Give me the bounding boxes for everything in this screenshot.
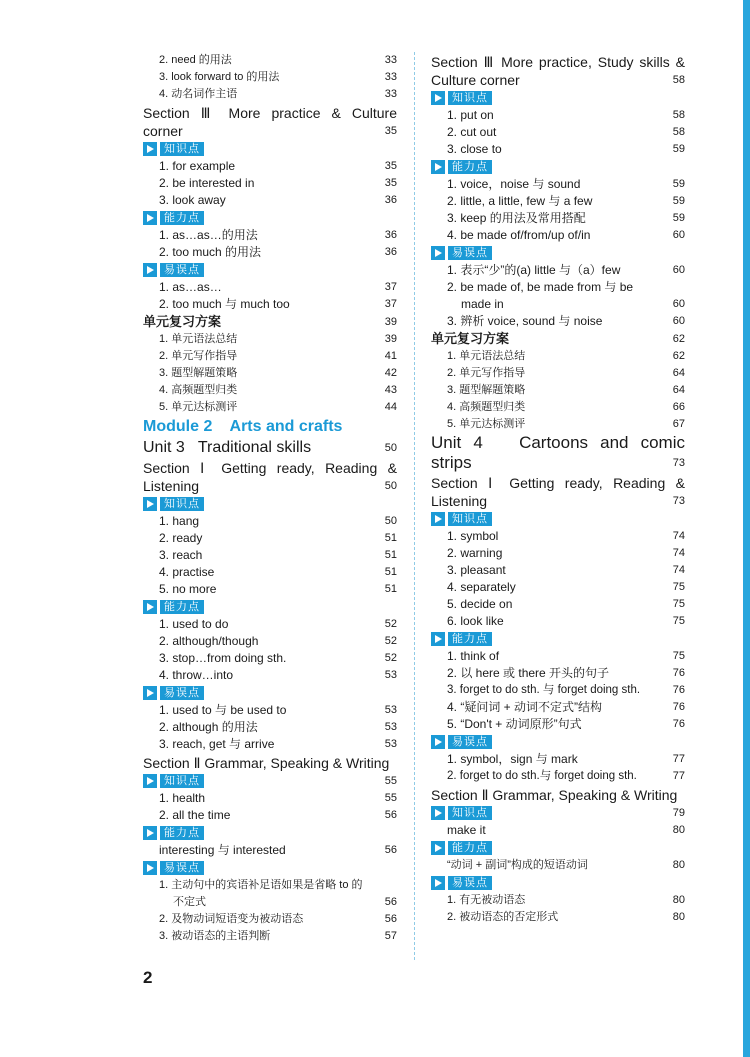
toc-entry[interactable]: 2. 及物动词短语变为被动语态 56 <box>159 913 397 925</box>
toc-entry[interactable]: 1. 主动句中的宾语补足语如果是省略 to 的 <box>159 879 363 891</box>
toc-entry[interactable]: 2. all the time 56 <box>159 808 397 822</box>
page-edge-band <box>743 0 750 1057</box>
ability-tag: 能力点 <box>143 825 397 841</box>
toc-entry[interactable]: 5. decide on 75 <box>447 597 685 611</box>
ability-tag: 能力点 <box>431 840 685 856</box>
toc-entry[interactable]: 3. reach 51 <box>159 548 397 562</box>
toc-entry[interactable]: 1. used to do 52 <box>159 617 397 631</box>
ability-tag: 能力点 <box>143 210 397 226</box>
module-heading[interactable]: Module 2 Arts and crafts <box>143 418 343 435</box>
section-heading[interactable]: Section Ⅰ Getting ready, Reading & Listening 73 <box>431 475 685 509</box>
section-heading[interactable]: Section Ⅲ More practice & Culture corner 35 <box>143 105 397 139</box>
play-arrow-icon <box>143 497 157 511</box>
mistake-tag: 易误点 <box>431 875 685 891</box>
play-arrow-icon <box>431 841 445 855</box>
play-arrow-icon <box>431 632 445 646</box>
toc-entry[interactable]: 2. warning 74 <box>447 546 685 560</box>
toc-entry[interactable]: 1. 表示“少”的(a) little 与（a）few 60 <box>447 263 685 277</box>
play-arrow-icon <box>431 876 445 890</box>
ability-tag: 能力点 <box>431 631 685 647</box>
toc-entry[interactable]: 5. “Don't + 动词原形”句式 76 <box>447 717 685 731</box>
knowledge-tag: 知识点 <box>143 141 397 157</box>
toc-entry[interactable]: 2. cut out 58 <box>447 125 685 139</box>
knowledge-tag: 知识点 <box>431 805 673 821</box>
toc-entry[interactable]: 1. used to 与 be used to 53 <box>159 703 397 717</box>
play-arrow-icon <box>143 263 157 277</box>
unit-heading[interactable]: Unit 4 Cartoons and comic <box>431 433 685 452</box>
knowledge-tag: 知识点 <box>431 511 685 527</box>
knowledge-tag: 知识点 <box>143 496 397 512</box>
toc-entry[interactable]: 5. no more 51 <box>159 582 397 596</box>
toc-entry[interactable]: 3. forget to do sth. 与 forget doing sth. 76 <box>447 684 685 696</box>
toc-entry-continuation[interactable]: made in 60 <box>461 297 685 311</box>
mistake-tag: 易误点 <box>143 262 397 278</box>
play-arrow-icon <box>431 91 445 105</box>
play-arrow-icon <box>143 826 157 840</box>
column-divider <box>414 52 415 960</box>
toc-entry[interactable]: 3. 题型解题策略 64 <box>447 384 685 396</box>
play-arrow-icon <box>143 142 157 156</box>
section-heading[interactable]: Section Ⅲ More practice, Study skills & Culture corner 58 <box>431 54 685 88</box>
play-arrow-icon <box>431 512 445 526</box>
section-heading[interactable]: Section Ⅱ Grammar, Speaking & Writing 55 <box>143 755 397 787</box>
section-heading[interactable]: Section Ⅰ Getting ready, Reading & Listening 50 <box>143 460 397 494</box>
toc-entry[interactable]: 5. 单元达标测评 44 <box>159 401 397 413</box>
toc-entry[interactable]: 1. think of 75 <box>447 649 685 663</box>
toc-entry[interactable]: 3. 题型解题策略 42 <box>159 367 397 379</box>
toc-entry[interactable]: “动词 + 副词”构成的短语动词 80 <box>447 859 685 871</box>
play-arrow-icon <box>143 600 157 614</box>
toc-left-column <box>143 52 397 945</box>
toc-entry[interactable]: 1. put on 58 <box>447 108 685 122</box>
mistake-tag: 易误点 <box>143 860 397 876</box>
toc-entry[interactable]: 4. separately 75 <box>447 580 685 594</box>
review-heading[interactable]: 单元复习方案 39 <box>143 314 397 329</box>
toc-entry[interactable]: 5. 单元达标测评 67 <box>447 418 685 430</box>
toc-entry[interactable]: 1. as…as…的用法 36 <box>159 228 397 242</box>
section-heading[interactable]: Section Ⅱ Grammar, Speaking & Writing 79 <box>431 787 685 819</box>
toc-entry[interactable]: 4. practise 51 <box>159 565 397 579</box>
mistake-tag: 易误点 <box>431 734 685 750</box>
toc-entry[interactable]: 2. too much 与 much too 37 <box>159 297 397 311</box>
ability-tag: 能力点 <box>143 599 397 615</box>
toc-entry[interactable]: 3. pleasant 74 <box>447 563 685 577</box>
toc-entry[interactable]: 2. although/though 52 <box>159 634 397 648</box>
toc-entry[interactable]: 2. 被动语态的否定形式 80 <box>447 911 685 923</box>
toc-entry[interactable]: 1. as…as… 37 <box>159 280 397 294</box>
toc-entry[interactable]: 1. health 55 <box>159 791 397 805</box>
toc-entry[interactable]: 1. 有无被动语态 80 <box>447 894 685 906</box>
toc-entry[interactable]: 2. 单元写作指导 64 <box>447 367 685 379</box>
play-arrow-icon <box>143 861 157 875</box>
play-arrow-icon <box>431 735 445 749</box>
unit-heading[interactable]: Unit 3 Traditional skills 50 <box>143 439 397 456</box>
toc-entry[interactable]: 1. 单元语法总结 62 <box>447 350 685 362</box>
unit-heading-continuation[interactable]: strips 73 <box>431 453 685 472</box>
knowledge-tag: 知识点 <box>431 90 685 106</box>
toc-entry[interactable]: 2. 以 here 或 there 开头的句子 76 <box>447 666 685 680</box>
toc-entry[interactable]: 1. for example 35 <box>159 159 397 173</box>
toc-entry[interactable]: 2. forget to do sth.与 forget doing sth. 77 <box>447 770 685 782</box>
toc-entry[interactable]: 2. ready 51 <box>159 531 397 545</box>
toc-entry[interactable]: 3. look forward to 的用法 33 <box>159 71 397 83</box>
toc-entry[interactable]: 2. 单元写作指导 41 <box>159 350 397 362</box>
toc-entry[interactable]: 3. close to 59 <box>447 142 685 156</box>
toc-entry[interactable]: 3. keep 的用法及常用搭配 59 <box>447 211 685 225</box>
toc-entry[interactable]: 4. 高频题型归类 66 <box>447 401 685 413</box>
toc-entry[interactable]: 1. symbol 74 <box>447 529 685 543</box>
toc-entry[interactable]: 3. stop…from doing sth. 52 <box>159 651 397 665</box>
play-arrow-icon <box>431 160 445 174</box>
toc-entry[interactable]: 3. 被动语态的主语判断 57 <box>159 930 397 942</box>
toc-entry[interactable]: 4. “疑问词 + 动词不定式”结构 76 <box>447 700 685 714</box>
play-arrow-icon <box>431 246 445 260</box>
toc-entry[interactable]: 3. 辨析 voice, sound 与 noise 60 <box>447 314 685 328</box>
play-arrow-icon <box>143 686 157 700</box>
toc-entry[interactable]: 4. be made of/from/up of/in 60 <box>447 228 685 242</box>
mistake-tag: 易误点 <box>143 685 397 701</box>
toc-entry[interactable]: 2. be made of, be made from 与 be <box>447 280 634 294</box>
toc-entry-continuation[interactable]: 不定式 56 <box>173 896 397 908</box>
toc-entry[interactable]: 2. little, a little, few 与 a few 59 <box>447 194 685 208</box>
toc-entry[interactable]: 3. reach, get 与 arrive 53 <box>159 737 397 751</box>
mistake-tag: 易误点 <box>431 245 685 261</box>
toc-entry[interactable]: 3. look away 36 <box>159 193 397 207</box>
toc-entry[interactable]: 2. too much 的用法 36 <box>159 245 397 259</box>
toc-entry[interactable]: 2. although 的用法 53 <box>159 720 397 734</box>
toc-entry[interactable]: 4. 高频题型归类 43 <box>159 384 397 396</box>
toc-entry[interactable]: interesting 与 interested 56 <box>159 843 397 857</box>
toc-entry[interactable]: 1. hang 50 <box>159 514 397 528</box>
play-arrow-icon <box>431 806 445 820</box>
toc-entry[interactable]: 2. need 的用法 33 <box>159 54 397 66</box>
knowledge-tag: 知识点 <box>143 773 385 789</box>
toc-entry[interactable]: 6. look like 75 <box>447 614 685 628</box>
page-number: 2 <box>143 968 153 987</box>
toc-entry[interactable]: 1. symbol，sign 与 mark 77 <box>447 752 685 766</box>
toc-entry[interactable]: make it 80 <box>447 823 685 837</box>
play-arrow-icon <box>143 774 157 788</box>
toc-entry[interactable]: 4. throw…into 53 <box>159 668 397 682</box>
review-heading[interactable]: 单元复习方案 62 <box>431 331 685 346</box>
toc-entry[interactable]: 1. 单元语法总结 39 <box>159 333 397 345</box>
play-arrow-icon <box>143 211 157 225</box>
toc-entry[interactable]: 2. be interested in 35 <box>159 176 397 190</box>
toc-entry[interactable]: 4. 动名词作主语 33 <box>159 88 397 100</box>
ability-tag: 能力点 <box>431 159 685 175</box>
toc-right-column <box>431 52 685 926</box>
toc-entry[interactable]: 1. voice，noise 与 sound 59 <box>447 177 685 191</box>
